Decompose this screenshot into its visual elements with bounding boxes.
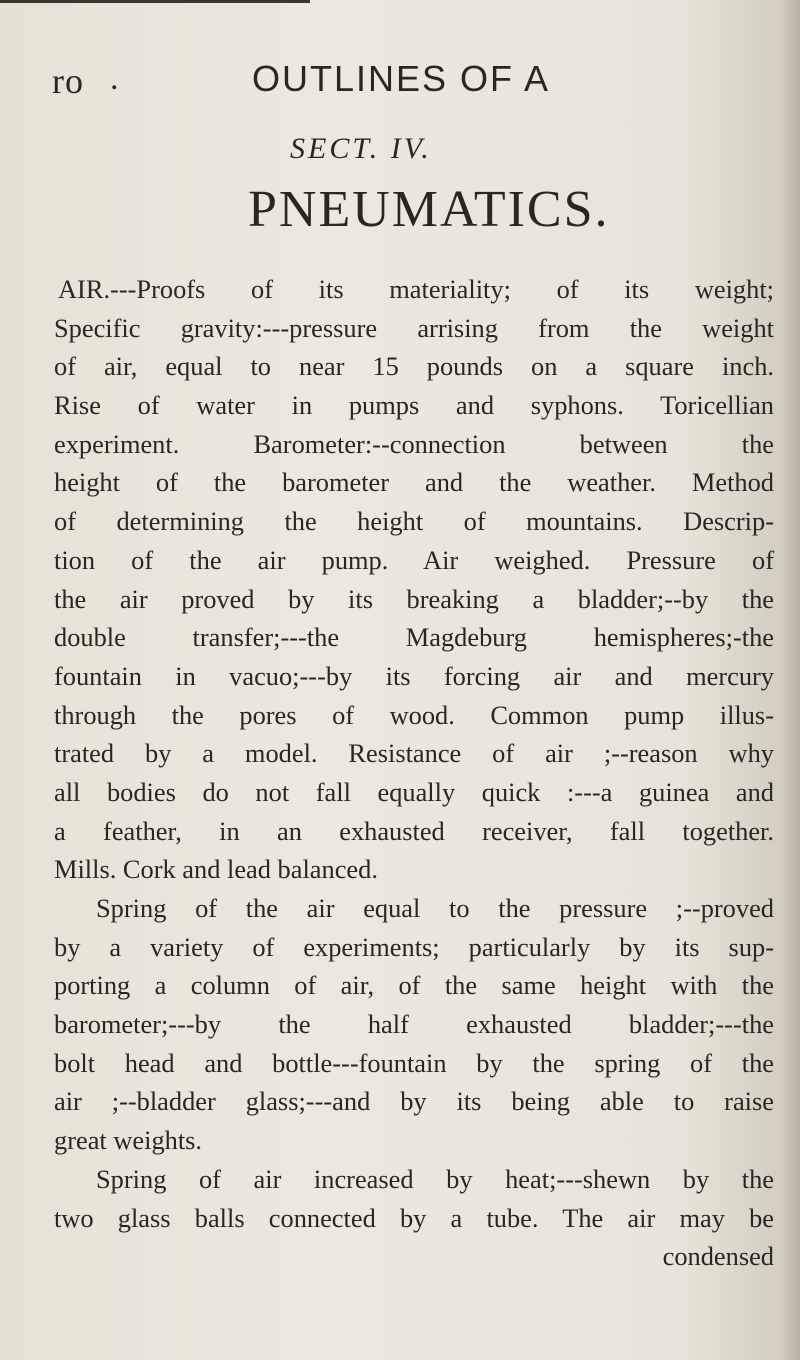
text-line: Spring of air increased by heat;---shewn by the (96, 1163, 774, 1194)
header-separator: . (110, 60, 119, 97)
text-line: trated by a model. Resistance of air ;--reason why (54, 738, 774, 769)
text-line: AIR.---Proofs of its materiality; of its weight; (58, 274, 774, 304)
text-line: porting a column of air, of the same height with the (54, 970, 774, 1001)
text-line: through the pores of wood. Common pump illus- (54, 699, 774, 730)
text-line: Mills. Cork and lead balanced. (54, 854, 378, 885)
catchword: condensed (662, 1241, 774, 1272)
text-line: air ;--bladder glass;---and by its being able to raise (54, 1086, 774, 1117)
text-line: height of the barometer and the weather. Method (54, 467, 774, 498)
section-label: SECT. IV. (290, 132, 432, 165)
running-title: OUTLINES OF A (252, 58, 551, 99)
text-line: Spring of the air equal to the pressure ;--proved (96, 893, 774, 923)
text-line: tion of the air pump. Air weighed. Pressure of (54, 544, 774, 575)
page-number: ro (52, 61, 84, 101)
text-line: of air, equal to near 15 pounds on a square inch. (54, 351, 774, 382)
text-line: of determining the height of mountains. Descrip- (54, 506, 774, 537)
text-line: bolt head and bottle---fountain by the spring of the (54, 1047, 774, 1078)
page-edge-shadow (782, 0, 800, 1360)
text-line: by a variety of experiments; particularly by its sup- (54, 931, 774, 962)
body-text (54, 270, 774, 1276)
text-line: experiment. Barometer:--connection between the (54, 428, 774, 459)
text-line: the air proved by its breaking a bladder;--by the (54, 583, 774, 614)
text-line: two glass balls connected by a tube. The air may be (54, 1202, 774, 1233)
text-line: double transfer;---the Magdeburg hemispheres;-the (54, 622, 774, 653)
text-line: fountain in vacuo;---by its forcing air and mercury (54, 660, 774, 691)
text-line: all bodies do not fall equally quick :---a guinea and (54, 776, 774, 807)
section-title: PNEUMATICS. (248, 181, 610, 238)
running-head (0, 58, 800, 102)
top-rule (0, 0, 310, 3)
text-line: barometer;---by the half exhausted bladder;---the (54, 1009, 774, 1040)
text-line: great weights. (54, 1125, 203, 1156)
text-line: a feather, in an exhausted receiver, fall together. (54, 815, 774, 846)
text-line: Rise of water in pumps and syphons. Toricellian (54, 390, 774, 421)
text-line: Specific gravity:---pressure arrising from the weight (54, 312, 774, 343)
